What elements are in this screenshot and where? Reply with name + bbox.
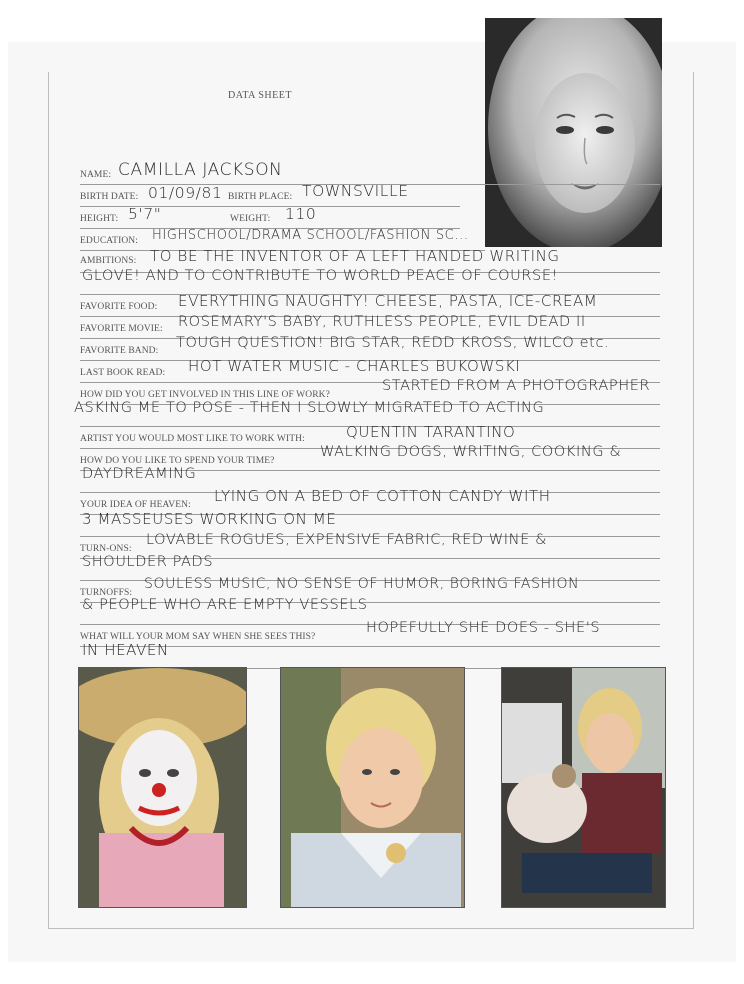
turnoffs-value-1: SOULESS MUSIC, NO SENSE OF HUMOR, BORING FASHION [144,576,580,592]
food-label: FAVORITE FOOD: [80,302,158,312]
turnoffs-value-2: & PEOPLE WHO ARE EMPTY VESSELS [82,597,368,613]
headshot-photo [485,18,662,247]
birth-place-value: TOWNSVILLE [302,182,409,200]
childhood-photo-school [280,667,465,908]
movie-label: FAVORITE MOVIE: [80,324,163,334]
band-label: FAVORITE BAND: [80,346,159,356]
heaven-value-1: LYING ON A BED OF COTTON CANDY WITH [214,487,551,505]
book-value: HOT WATER MUSIC - CHARLES BUKOWSKI [188,357,521,375]
turnons-label: TURN-ONS: [80,544,132,554]
height-value: 5'7" [128,205,162,223]
ambitions-label: AMBITIONS: [80,256,137,266]
turnons-value-2: SHOULDER PADS [82,554,214,570]
weight-label: WEIGHT: [230,214,271,224]
artist-value: QUENTIN TARANTINO [346,423,516,441]
childhood-photo-clown [78,667,247,908]
childhood-photo-cat [501,667,666,908]
turnons-value-1: LOVABLE ROGUES, EXPENSIVE FABRIC, RED WINE & [146,532,547,548]
birth-place-label: BIRTH PLACE: [228,192,293,202]
ambitions-value-2: GLOVE! AND TO CONTRIBUTE TO WORLD PEACE OF COURSE! [82,268,558,284]
sheet-title: DATA SHEET [228,90,292,101]
birth-date-label: BIRTH DATE: [80,192,139,202]
mom-label: WHAT WILL YOUR MOM SAY WHEN SHE SEES THIS? [80,632,316,642]
spend-value-2: DAYDREAMING [82,466,197,482]
artist-label: ARTIST YOU WOULD MOST LIKE TO WORK WITH: [80,434,305,444]
involved-label: HOW DID YOU GET INVOLVED IN THIS LINE OF WORK? [80,390,330,400]
spend-value-1: WALKING DOGS, WRITING, COOKING & [320,444,622,460]
turnoffs-label: TURNOFFS: [80,588,133,598]
birth-date-value: 01/09/81 [148,184,223,202]
band-value: TOUGH QUESTION! BIG STAR, REDD KROSS, WILCO etc. [176,335,610,351]
education-label: EDUCATION: [80,236,138,246]
name-value: CAMILLA JACKSON [118,160,283,180]
heaven-label: YOUR IDEA OF HEAVEN: [80,500,191,510]
book-label: LAST BOOK READ: [80,368,166,378]
heaven-value-2: 3 MASSEUSES WORKING ON ME [82,510,337,528]
involved-value-2: ASKING ME TO POSE - THEN I SLOWLY MIGRATED TO ACTING [74,400,545,416]
mom-value-1: HOPEFULLY SHE DOES - SHE'S [366,620,601,636]
education-value: HIGHSCHOOL/DRAMA SCHOOL/FASHION SC... [152,228,469,243]
food-value: EVERYTHING NAUGHTY! CHEESE, PASTA, ICE-CREAM [178,292,598,310]
spend-label: HOW DO YOU LIKE TO SPEND YOUR TIME? [80,456,275,466]
ambitions-value-1: TO BE THE INVENTOR OF A LEFT HANDED WRITING [150,247,560,265]
involved-value-1: STARTED FROM A PHOTOGRAPHER [382,378,651,394]
name-label: NAME: [80,170,112,180]
mom-value-2: IN HEAVEN [82,641,169,659]
height-label: HEIGHT: [80,214,119,224]
weight-value: 110 [285,205,317,223]
movie-value: ROSEMARY'S BABY, RUTHLESS PEOPLE, EVIL DEAD II [178,314,586,330]
